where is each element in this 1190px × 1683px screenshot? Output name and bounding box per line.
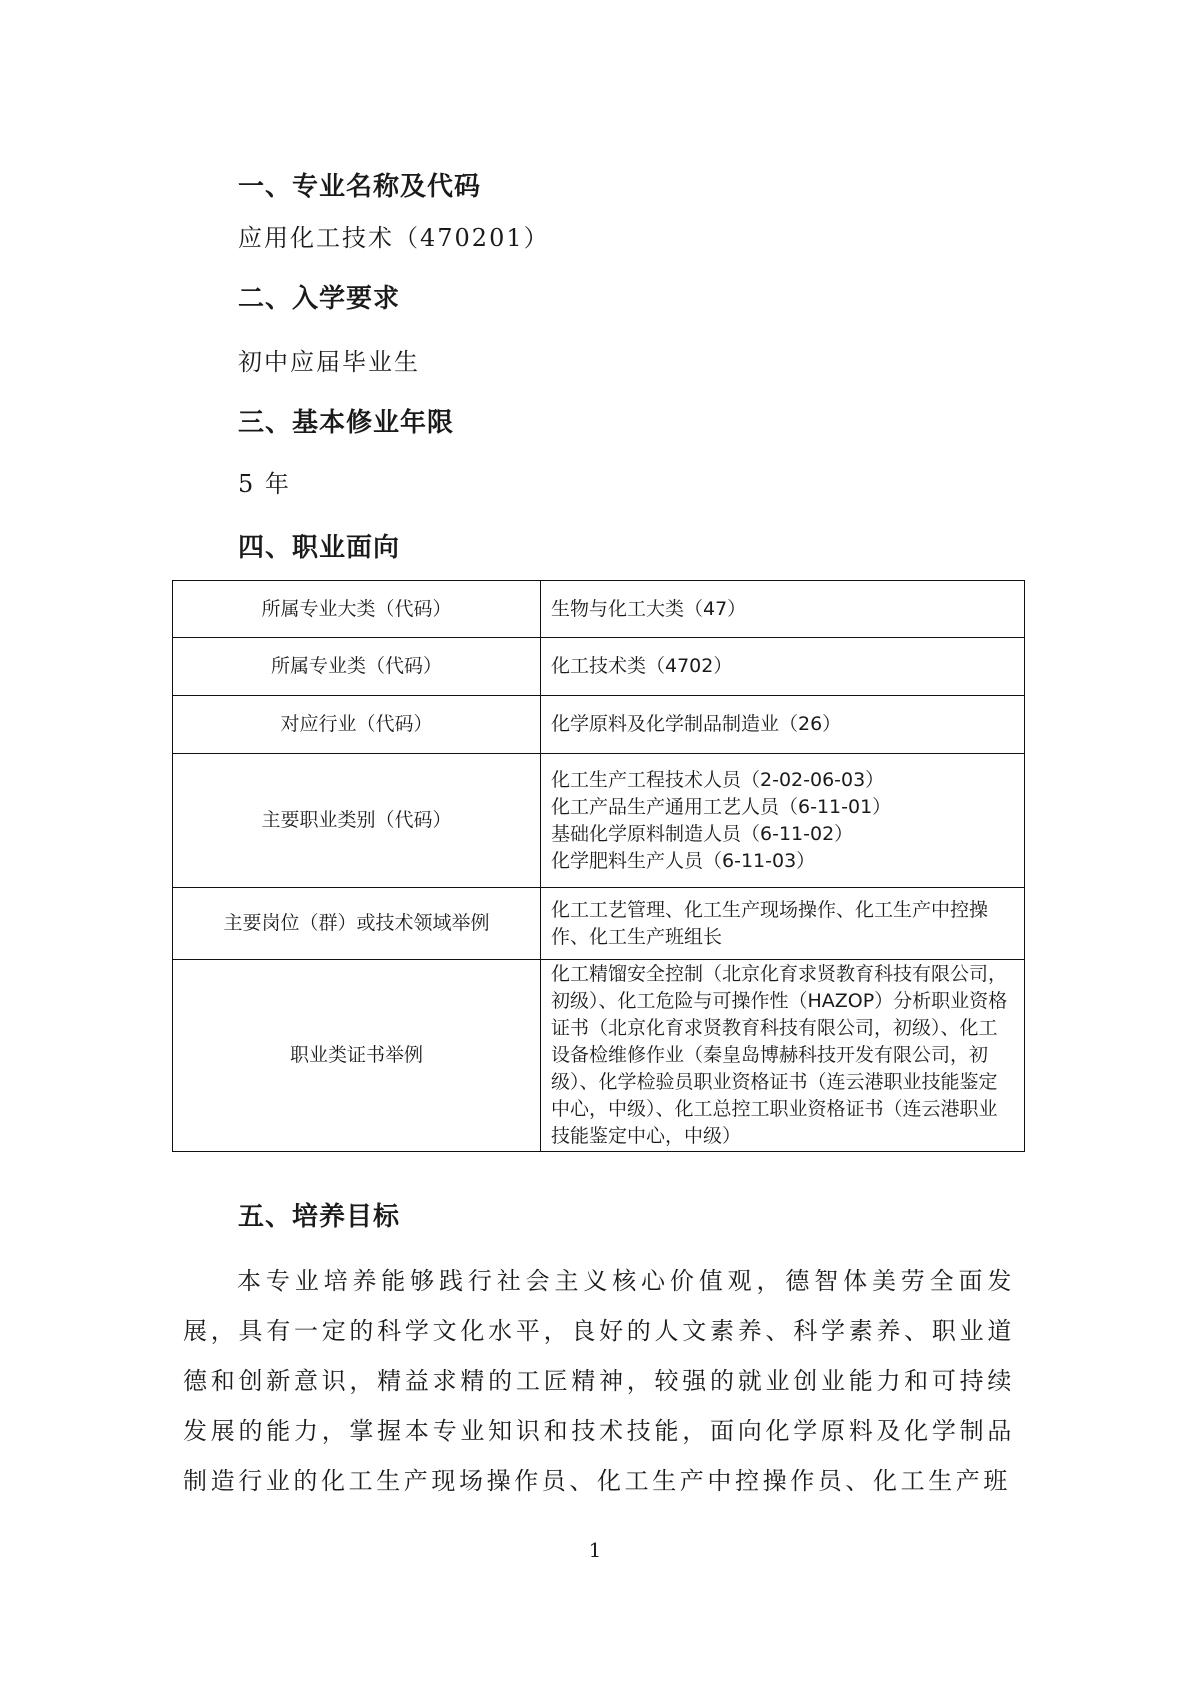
occupation-line: 化学肥料生产人员（6-11-03） bbox=[551, 849, 816, 872]
section-5-heading: 五、培养目标 bbox=[238, 1202, 401, 1232]
table-cell-label: 所属专业类（代码） bbox=[173, 638, 541, 696]
table-cell-value bbox=[541, 754, 1025, 888]
table-row bbox=[173, 638, 1025, 696]
section-4-heading: 四、职业面向 bbox=[238, 533, 401, 563]
section-2-heading: 二、入学要求 bbox=[238, 284, 401, 314]
table-cell-label: 主要岗位（群）或技术领域举例 bbox=[173, 888, 541, 960]
table-cell-label: 职业类证书举例 bbox=[173, 960, 541, 1152]
duration-text: 5 年 bbox=[238, 470, 291, 498]
major-name-text: 应用化工技术（470201） bbox=[238, 224, 550, 252]
table-row bbox=[173, 960, 1025, 1152]
occupation-line: 化工生产工程技术人员（2-02-06-03） bbox=[551, 768, 885, 791]
training-goal-paragraph: 本专业培养能够践行社会主义核心价值观，德智体美劳全面发展，具有一定的科学文化水平，良好的人文素养、科学素养、职业道德和创新意识，精益求精的工匠精神，较强的就业创业能力和可持续发展的能力，掌握本专业知识和技术技能，面向化学原料及化学制品制造行业的化工生产现场操作员、化工生产中控操作员、化工生产班 bbox=[183, 1267, 1015, 1495]
table-row bbox=[173, 888, 1025, 960]
table-cell-value: 化工工艺管理、化工生产现场操作、化工生产中控操作、化工生产班组长 bbox=[541, 888, 1025, 960]
career-orientation-table bbox=[172, 580, 1025, 1152]
table-cell-label: 对应行业（代码） bbox=[173, 696, 541, 754]
table-cell-label: 所属专业大类（代码） bbox=[173, 581, 541, 638]
table-row bbox=[173, 696, 1025, 754]
page-number: 1 bbox=[588, 1538, 602, 1562]
table-cell-value: 化工技术类（4702） bbox=[541, 638, 1025, 696]
occupation-line: 化工产品生产通用工艺人员（6-11-01） bbox=[551, 795, 892, 818]
section-3-heading: 三、基本修业年限 bbox=[238, 408, 455, 438]
occupation-line: 基础化学原料制造人员（6-11-02） bbox=[551, 822, 854, 845]
section-1-heading: 一、专业名称及代码 bbox=[238, 172, 482, 202]
admission-text: 初中应届毕业生 bbox=[238, 348, 420, 376]
table-cell-value: 生物与化工大类（47） bbox=[541, 581, 1025, 638]
table-row bbox=[173, 754, 1025, 888]
table-cell-label: 主要职业类别（代码） bbox=[173, 754, 541, 888]
table-row bbox=[173, 581, 1025, 638]
table-cell-value: 化工精馏安全控制（北京化育求贤教育科技有限公司，初级）、化工危险与可操作性（HAZOP）分析职业资格证书（北京化育求贤教育科技有限公司，初级）、化工设备检维修作业（秦皇岛博赫科技开发有限公司，初级）、化学检验员职业资格证书（连云港职业技能鉴定中心，中级）、化工总控工职业资格证书（连云港职业技能鉴定中心，中级） bbox=[541, 960, 1025, 1152]
table-cell-value: 化学原料及化学制品制造业（26） bbox=[541, 696, 1025, 754]
